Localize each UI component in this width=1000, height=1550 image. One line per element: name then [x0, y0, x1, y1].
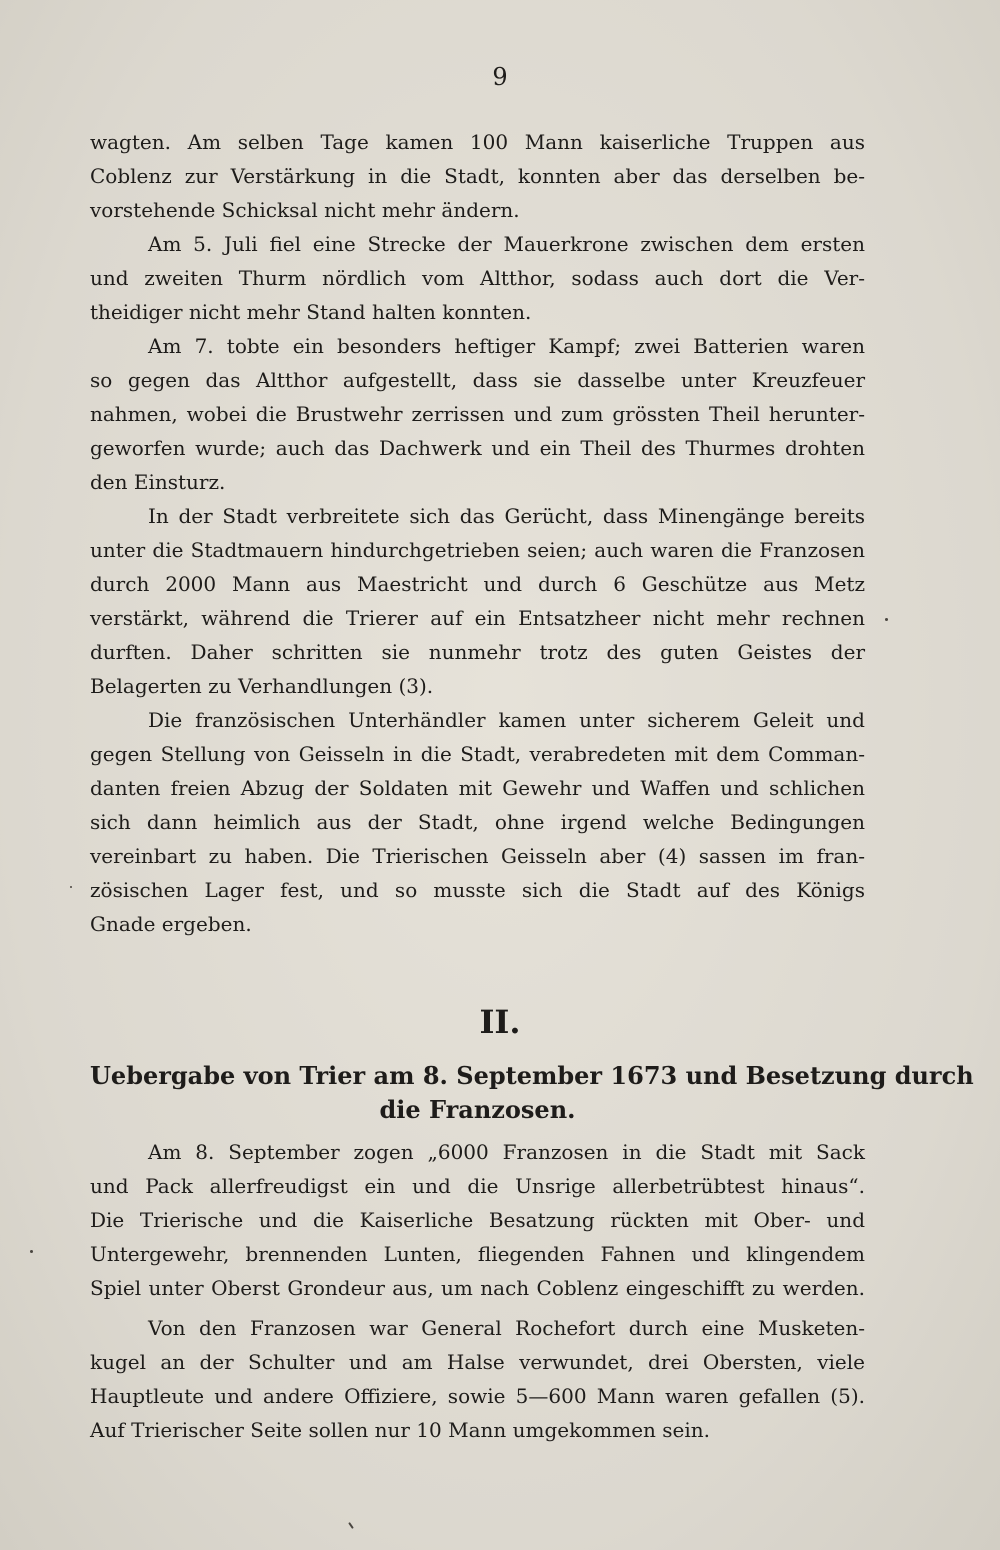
text-line: Die Trierische und die Kaiserliche Besatzung rückten mit Ober- und [90, 1208, 865, 1232]
section-title: die Franzosen. [379, 1095, 576, 1124]
text-line: Am 8. September zogen „6000 Franzosen in die Stadt mit Sack [148, 1140, 865, 1164]
scan-speck [885, 618, 888, 621]
text-line: vereinbart zu haben. Die Trierischen Geisseln aber (4) sassen im fran- [90, 844, 865, 868]
text-line: Am 5. Juli fiel eine Strecke der Mauerkrone zwischen dem ersten [148, 232, 865, 256]
text-line: vorstehende Schicksal nicht mehr ändern. [90, 198, 520, 222]
text-line: Gnade ergeben. [90, 912, 252, 936]
text-line: theidiger nicht mehr Stand halten konnten. [90, 300, 532, 324]
text-line: Coblenz zur Verstärkung in die Stadt, konnten aber das derselben be- [90, 164, 865, 188]
text-line: Spiel unter Oberst Grondeur aus, um nach Coblenz eingeschifft zu werden. [90, 1276, 865, 1300]
text-line: durften. Daher schritten sie nunmehr trotz des guten Geistes der [90, 640, 865, 664]
text-line: wagten. Am selben Tage kamen 100 Mann kaiserliche Truppen aus [90, 130, 865, 154]
text-line: verstärkt, während die Trierer auf ein Entsatzheer nicht mehr rechnen [90, 606, 865, 630]
text-line: In der Stadt verbreitete sich das Gerücht, dass Minengänge bereits [148, 504, 865, 528]
text-line: nahmen, wobei die Brustwehr zerrissen und zum grössten Theil herunter- [90, 402, 865, 426]
scan-speck [70, 886, 72, 888]
text-line: Auf Trierischer Seite sollen nur 10 Mann umgekommen sein. [90, 1418, 710, 1442]
text-line: geworfen wurde; auch das Dachwerk und ein Theil des Thurmes drohten [90, 436, 865, 460]
text-line: Hauptleute und andere Offiziere, sowie 5—600 Mann waren gefallen (5). [90, 1384, 865, 1408]
page-number: 9 [492, 63, 508, 91]
text-line: zösischen Lager fest, und so musste sich die Stadt auf des Königs [90, 878, 865, 902]
text-line: und zweiten Thurm nördlich vom Altthor, sodass auch dort die Ver- [90, 266, 865, 290]
text-line: Die französischen Unterhändler kamen unter sicherem Geleit und [148, 708, 865, 732]
text-line: unter die Stadtmauern hindurchgetrieben seien; auch waren die Franzosen [90, 538, 865, 562]
text-line: den Einsturz. [90, 470, 226, 494]
section-numeral: II. [479, 1003, 521, 1041]
text-line: danten freien Abzug der Soldaten mit Gewehr und Waffen und schlichen [90, 776, 865, 800]
text-line: so gegen das Altthor aufgestellt, dass sie dasselbe unter Kreuzfeuer [90, 368, 865, 392]
text-line: kugel an der Schulter und am Halse verwundet, drei Obersten, viele [90, 1350, 865, 1374]
text-line: und Pack allerfreudigst ein und die Unsrige allerbetrübtest hinaus“. [90, 1174, 865, 1198]
text-line: Untergewehr, brennenden Lunten, fliegenden Fahnen und klingendem [90, 1242, 865, 1266]
text-line: sich dann heimlich aus der Stadt, ohne irgend welche Bedingungen [90, 810, 865, 834]
scan-speck [30, 1250, 33, 1253]
section-title: Uebergabe von Trier am 8. September 1673 und Besetzung durch [90, 1061, 974, 1090]
text-line: Von den Franzosen war General Rochefort durch eine Musketen- [148, 1316, 865, 1340]
text-line: Am 7. tobte ein besonders heftiger Kampf; zwei Batterien waren [148, 334, 865, 358]
scan-speck [348, 1522, 354, 1529]
text-line: gegen Stellung von Geisseln in die Stadt, verabredeten mit dem Comman- [90, 742, 865, 766]
text-line: durch 2000 Mann aus Maestricht und durch 6 Geschütze aus Metz [90, 572, 865, 596]
text-line: Belagerten zu Verhandlungen (3). [90, 674, 434, 698]
